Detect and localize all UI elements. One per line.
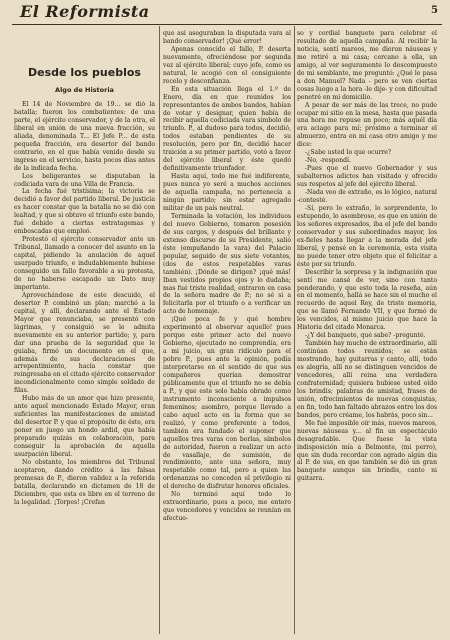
article-column-1 — [14, 101, 155, 636]
paragraph: Apenas conocido el fallo, P. deserta nuevamente, ofreciéndose por segunda vez al ejército liberal; cuyo jefe, como es natural, le acogió con el consiguiente recelo y desconfianza. — [163, 45, 291, 85]
article-column-2 — [163, 30, 291, 636]
paragraph: La fecha fué tristísima; la victoria se decidió a favor del partido liberal. De justicia es hacer constar que la batalla no se dió con lealtad, y que si obtuvo el triunfo este bando, fué debido a ciertas estratagemas y emboscadas que empleó. — [14, 188, 155, 236]
paragraph: El 14 de Noviembre de 19... se dió la batalla; fueron los combatientes: de una parte, el ejército conservador, y de la otra, el liberal en unión de una nueva fracción, su aliada, denominada T... El Jefe P... de esta pequeña fracción, era desertor del bando contrario, en el que había venido desde su ingreso en el servicio, hasta pocos días antes de la indicada fecha. — [14, 101, 155, 172]
paragraph: Protestó el ejército conservador ante un Tribunal, llamado a conocer del asunto en la capital, pidiendo la anulación de aquel usurpado triunfo, e indudablemente hubiese conseguido un fallo favorable a su protesta, de no haberse escapado un Dato muy importante. — [14, 236, 155, 291]
paragraph: Terminada la votación, los individuos del nuevo Gobierno, tomaron posesión de sus cargos, y después del brillante y extenso discurso de su Presidente, salió éste (empuñando la vara) del Palacio popular, seguido de sus siete votantes, (dos de estos respetables varas también). ¡Dónde se dirigen? ¡qué más! Iban vestidos propios ojos y lo dudaba; mas fué triste realidad, entraron en casa de la señora madre de P.; no sé si a felicitarla por el triunfo o a verificar un acto de homenaje. — [163, 212, 291, 316]
paragraph: Describir la sorpresa y la indignación que sentí me cansé de ver, sino con tanto ponderando, y que esto toda la reseña, aún en el momento, hallá se hace sin el mucho el recuerdo de aquel Rey, de triste memoria, que se llamó Fernando VII, y que formó de los vencidos, al mismo juicio que hace la Historia del citado Monarca. — [297, 268, 437, 332]
page-header — [12, 2, 442, 25]
paragraph: En esta situación llega el 1.º de Enero, día en que reunidos los representantes de ambos bandos, habían de votar y designar, quien había de recibir aquella codiciada vara símbolo de triunfo. P., al dudoso para todos, decidió, todos estaban pendientes de su resolución, pero por fin, decidió hacer traición a su primer partido, votó a favor del ejército liberal y éste quedó definitivamente triunfador. — [163, 85, 291, 173]
paragraph: También hay mucho de extraordinario, allí continúan todos reunidos; se están mostrando, hay guitarras y canto, allí, todo es alegría, allí no se distinguen vencidos de vencedores, allí reina una verdadera confraternidad; quisiera hubiese usted oído los brindis; palabras de amistad, frases de unión, ofrecimientos de nuevas conquistas, en fin, todo han faltado abrazos entre los dos bandos, pero créame, los habrás, poco sin... — [297, 340, 437, 419]
article-title: Desde los pueblos — [28, 66, 141, 79]
paragraph: -Pues que el nuevo Gobernador y sus subalternos adictos han visitado y ofrecido sus respetos al jefe del ejército liberal. — [297, 165, 437, 189]
paragraph: Aprovechándose de este descuido, el desertor P. combinó un plan; marchó a la capital, y allí, declarando ante el Estado Mayor que renunciaba, se presentó con lágrimas, y consiguió se le admita nuevamente en su anterior partido; y, para dar una prueba de la seguridad que le guiaba, firmó un documento en el que, además de sus declaraciones de arrepentimiento, hacía constar que reingresaba en el citado ejército conservador incondicionalmente como simple soldado de filas. — [14, 291, 155, 395]
paragraph: -Sí, pero lo extraño, lo sorprendente, lo estupendo, lo asombroso, es que en unión de los señores expresados, iba el jefe del bando conservador y sus subordinados mayor, los ex-fieles hasta llegar a la morada del jefe liberal, y pensé en la ceremonia, esta visita no puede tener otro objeto que el felicitar a éste por su triunfo. — [297, 204, 437, 268]
paragraph: -No, -respondí. — [305, 157, 351, 165]
paragraph: Hasta aquí, todo me fué indiferente, pues nunca yo seré a muchos acciones de aquella campaña, no pertenecía a ningún partido; sin estar agregado militar de un país neutral. — [163, 173, 291, 212]
paragraph: No obstante, los miembros del Tribunal aceptaron, dando crédito a las falsas promesas de P., dieron validez a la referida batalla, declarando en dictamen de 18 de Diciembre, que esta es libre en el terreno de la legalidad. ¡Torpes! ¡Crefan — [14, 458, 155, 506]
paragraph: -¿Sabe usted lo que ocurre? — [305, 149, 392, 157]
paragraph: ¡Qué poca fe y qué hombre experimentó al observar aquello! pues porque este primer acto del nuevo Gobierno, ejecutado no comprendía, era a mi juicio, un gran ridículo para el pobre P., pues ante la opinión, podía interpretarse en el sentido de que sus compañeros querían demostrar públicamente que el triunfo no se debía a P., y que este solo había obrado como instrumento inconsciente a impulsos femeninos; asombro, porque llevado a cabo aquel acto en la forma que se realizó, y como preferente a todos, también era fundado el suponer que aquellos tres varas con borlas, símbolos de autoridad, fueron a realizar un acto de vasallaje, de sumisión, de rendimiento, ante una señora, muy respetable como tal, pero a quien las ordenanzas no conceden el privilegio ni el derecho de disfrutar honores oficiales. — [163, 316, 291, 491]
column-rule — [159, 26, 160, 634]
column-rule — [294, 26, 295, 634]
paragraph: No terminó aquí todo lo extraordinario, pues a poco, me entero que vencedores y vencidos se reunían en afectuo- — [163, 491, 291, 523]
masthead: El Reformista — [20, 2, 150, 21]
paragraph: A pesar de ser más de las trece, no pude ocupar mi sitio en la mesa, hasta que pasada una hora me repuse un poco; más aquél día era aciago para mí; próximo a terminar el almuerzo, entra en mi casa otro amigo y me dice: — [297, 101, 437, 149]
article-subtitle: Algo de Historia — [55, 86, 114, 94]
paragraph: Me fué imposible oír más, nuevos mareos, nuevas náuseas y... al fin un espectáculo desagradable. Que fuese la vista indisposición mía a Belmonte, (mi perro), que sin duda recordar con agrado algún día al P. de sus, en que también se dió un gran banquete aunque sin brindis, canto ni guitarra. — [297, 419, 437, 483]
paragraph: que así aseguraban la disputada vara al bando conservador! ¡Qué error! — [163, 30, 291, 45]
page-number: 5 — [431, 5, 438, 16]
paragraph: so y cordial banquete para celebrar el resultado de aquella campaña. Al recibir la noticia, sentí mareos, me dieron náuseas y me retiré a mi casa; cercano a ella, un amigo, al ver seguramente lo descompuesto de mi semblante, me preguntó: ¿Qué le pasa a don Manuel? Nada - pero se ven ciertas cosas luego a la hora -le dije- y con dificultad penetré en mi domicilio. — [297, 30, 437, 101]
paragraph: -Nada veo de extraño, es lo lógico, natural -contesté. — [297, 189, 437, 205]
paragraph: Los beligerantes se disputaban la codiciada vara de una Villa de Francia. — [14, 172, 155, 188]
paragraph: Hubo más de un amor que hizo presente, ante aquel mencionado Estado Mayor, eran suficientes las manifestaciones de amistad del desertor P. y que el propósito de éste, era poner en juego un hondo ardid, que había preparado quizás en colaboración, para conseguir la aprobación de aquella usurpación liberal. — [14, 395, 155, 458]
paragraph: -¿Y del banquete, qué sabe? -pregunté. — [305, 332, 426, 340]
article-column-3 — [297, 30, 437, 636]
